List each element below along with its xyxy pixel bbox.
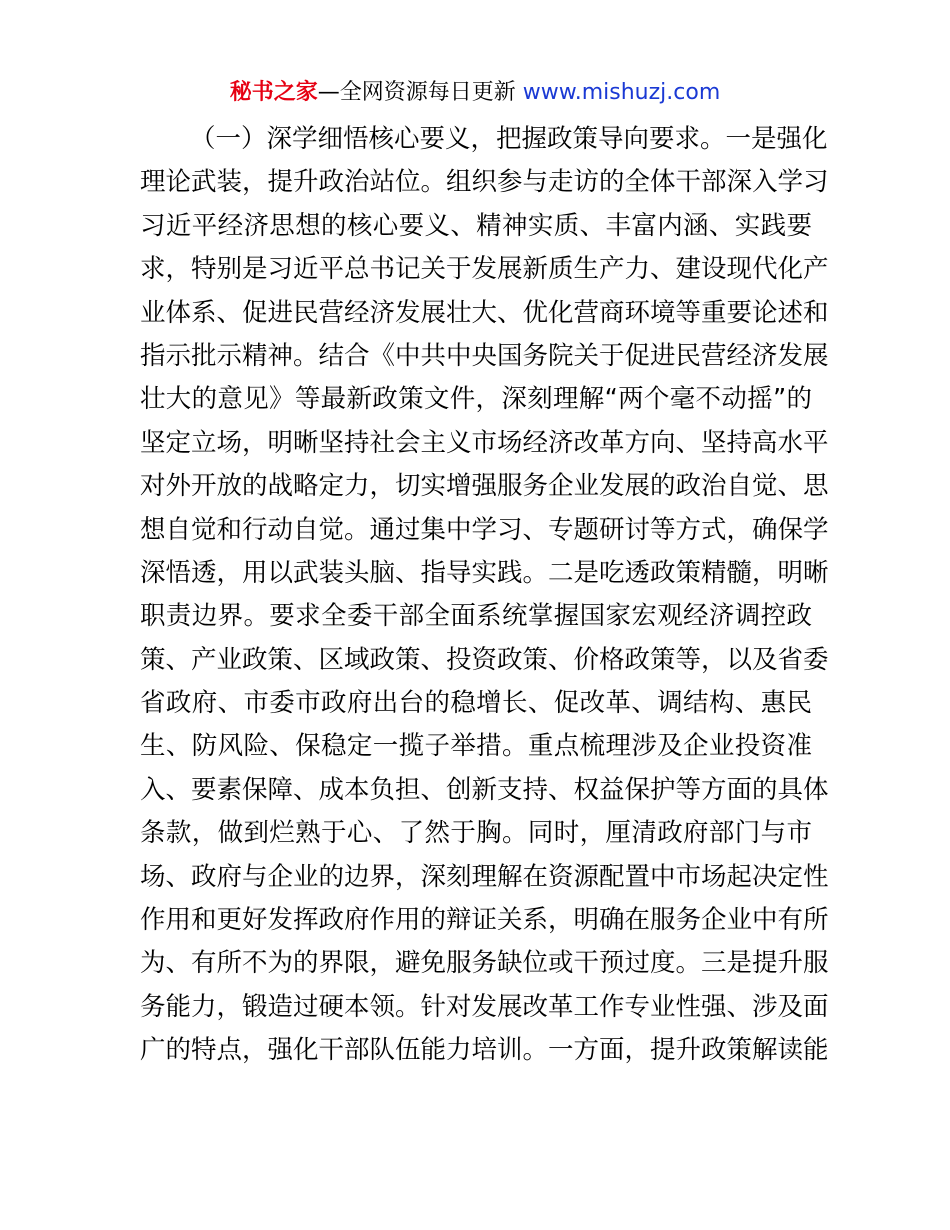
text-line: 场、政府与企业的边界，深刻理解在资源配置中市场起决定性 [140,861,829,892]
text-line: 为、有所不为的界限，避免服务缺位或干预过度。三是提升服 [140,948,829,979]
brand-name: 秘书之家 [229,80,318,105]
text-line: 策、产业政策、区域政策、投资政策、价格政策等，以及省委 [140,644,829,675]
header-tagline: —全网资源每日更新 [317,80,516,105]
text-line: 作用和更好发挥政府作用的辩证关系，明确在服务企业中有所 [140,905,829,936]
text-line: 省政府、市委市政府出台的稳增长、促改革、调结构、惠民 [140,688,812,719]
text-line: 理论武装，提升政治站位。组织参与走访的全体干部深入学习 [140,167,829,198]
text-line: 壮大的意见》等最新政策文件，深刻理解“两个毫不动摇”的 [140,384,812,415]
text-line: 生、防风险、保稳定一揽子举措。重点梳理涉及企业投资准 [140,731,812,762]
text-line: 求，特别是习近平总书记关于发展新质生产力、建设现代化产 [140,254,829,285]
page-header [0,78,950,108]
text-line: 职责边界。要求全委干部全面系统掌握国家宏观经济调控政 [140,601,812,632]
text-line: 条款，做到烂熟于心、了然于胸。同时，厘清政府部门与市 [140,818,812,849]
text-line: 深悟透，用以武装头脑、指导实践。二是吃透政策精髓，明晰 [140,557,829,588]
text-line: 广的特点，强化干部队伍能力培训。一方面，提升政策解读能 [140,1035,829,1066]
text-line: 习近平经济思想的核心要义、精神实质、丰富内涵、实践要 [140,210,812,241]
text-line: 入、要素保障、成本负担、创新支持、权益保护等方面的具体 [140,774,829,805]
text-line: 业体系、促进民营经济发展壮大、优化营商环境等重要论述和 [140,297,829,328]
header-url-link[interactable]: www.mishuzj.com [522,80,721,105]
text-line: 想自觉和行动自觉。通过集中学习、专题研讨等方式，确保学 [140,514,829,545]
text-line: 务能力，锻造过硬本领。针对发展改革工作专业性强、涉及面 [140,991,829,1022]
text-line: （一）深学细悟核心要义，把握政策导向要求。一是强化 [190,124,828,154]
text-line: 对外开放的战略定力，切实增强服务企业发展的政治自觉、思 [140,471,829,502]
text-line: 指示批示精神。结合《中共中央国务院关于促进民营经济发展 [140,340,829,371]
text-line: 坚定立场，明晰坚持社会主义市场经济改革方向、坚持高水平 [140,427,829,458]
body-paragraph [140,118,829,1073]
